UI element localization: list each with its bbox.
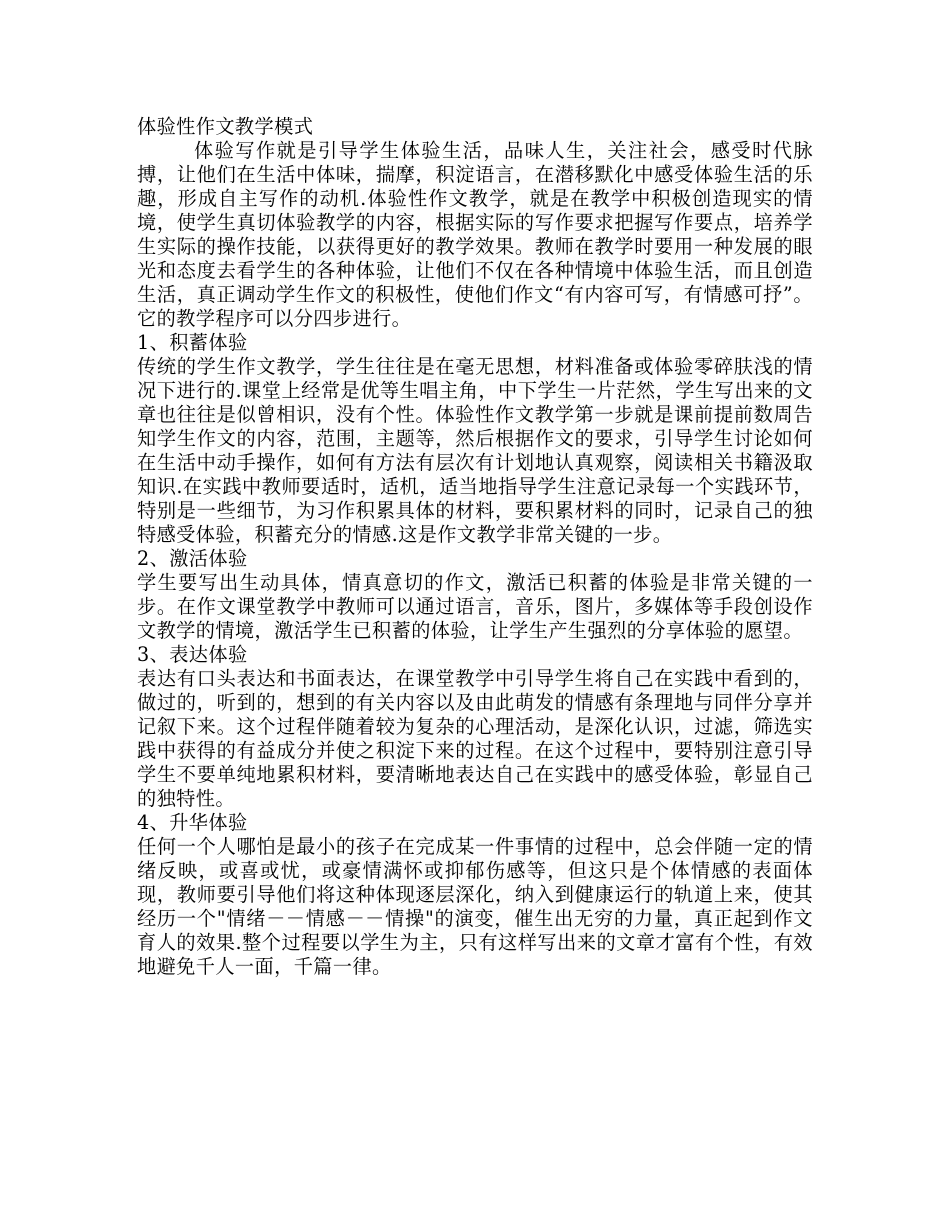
section-body-4: 任何一个人哪怕是最小的孩子在完成某一件事情的过程中，总会伴随一定的情绪反映，或喜或忧，或豪情满怀或抑郁伤感等，但这只是个体情感的表面体现，教师要引导他们将这种体现逐层深化，纳入到健康运行的轨道上来，使其经历一个"情绪－－情感－－情操"的演变，催生出无穷的力量，真正起到作文育人的效果.整个过程要以学生为主，只有这样写出来的文章才富有个性，有效地避免千人一面，千篇一律。: [137, 835, 813, 978]
intro-paragraph: 体验写作就是引导学生体验生活，品味人生，关注社会，感受时代脉搏，让他们在生活中体味，揣摩，积淀语言，在潜移默化中感受体验生活的乐趣，形成自主写作的动机.体验性作文教学，就是在教学中积极创造现实的情境，使学生真切体验教学的内容，根据实际的写作要求把握写作要点，培养学生实际的操作技能，以获得更好的教学效果。教师在教学时要用一种发展的眼光和态度去看学生的各种体验，让他们不仅在各种情境中体验生活，而且创造生活，真正调动学生作文的积极性，使他们作文“有内容可写，有情感可抒”。它的教学程序可以分四步进行。: [137, 139, 813, 330]
section-body-2: 学生要写出生动具体，情真意切的作文，激活已积蓄的体验是非常关键的一步。在作文课堂教学中教师可以通过语言，音乐，图片，多媒体等手段创设作文教学的情境，激活学生已积蓄的体验，让学生产生强烈的分享体验的愿望。: [137, 571, 813, 642]
section-heading-3: 3、表达体验: [137, 643, 248, 666]
document-page: [137, 115, 813, 979]
section-heading-4: 4、升华体验: [137, 811, 248, 834]
section-heading-2: 2、激活体验: [137, 547, 248, 570]
section-body-1: 传统的学生作文教学，学生往往是在毫无思想，材料准备或体验零碎肤浅的情况下进行的.课堂上经常是优等生唱主角，中下学生一片茫然，学生写出来的文章也往往是似曾相识，没有个性。体验性作文教学第一步就是课前提前数周告知学生作文的内容，范围，主题等，然后根据作文的要求，引导学生讨论如何在生活中动手操作，如何有方法有层次有计划地认真观察，阅读相关书籍汲取知识.在实践中教师要适时，适机，适当地指导学生注意记录每一个实践环节，特别是一些细节，为习作积累具体的材料，要积累材料的同时，记录自己的独特感受体验，积蓄充分的情感.这是作文教学非常关键的一步。: [137, 355, 813, 546]
section-body-3: 表达有口头表达和书面表达，在课堂教学中引导学生将自己在实践中看到的，做过的，听到的，想到的有关内容以及由此萌发的情感有条理地与同伴分享并记叙下来。这个过程伴随着较为复杂的心理活动，是深化认识，过滤，筛选实践中获得的有益成分并使之积淀下来的过程。在这个过程中，要特别注意引导学生不要单纯地累积材料，要清晰地表达自己在实践中的感受体验，彰显自己的独特性。: [137, 667, 813, 810]
document-title: 体验性作文教学模式: [137, 115, 314, 138]
section-heading-1: 1、积蓄体验: [137, 331, 248, 354]
